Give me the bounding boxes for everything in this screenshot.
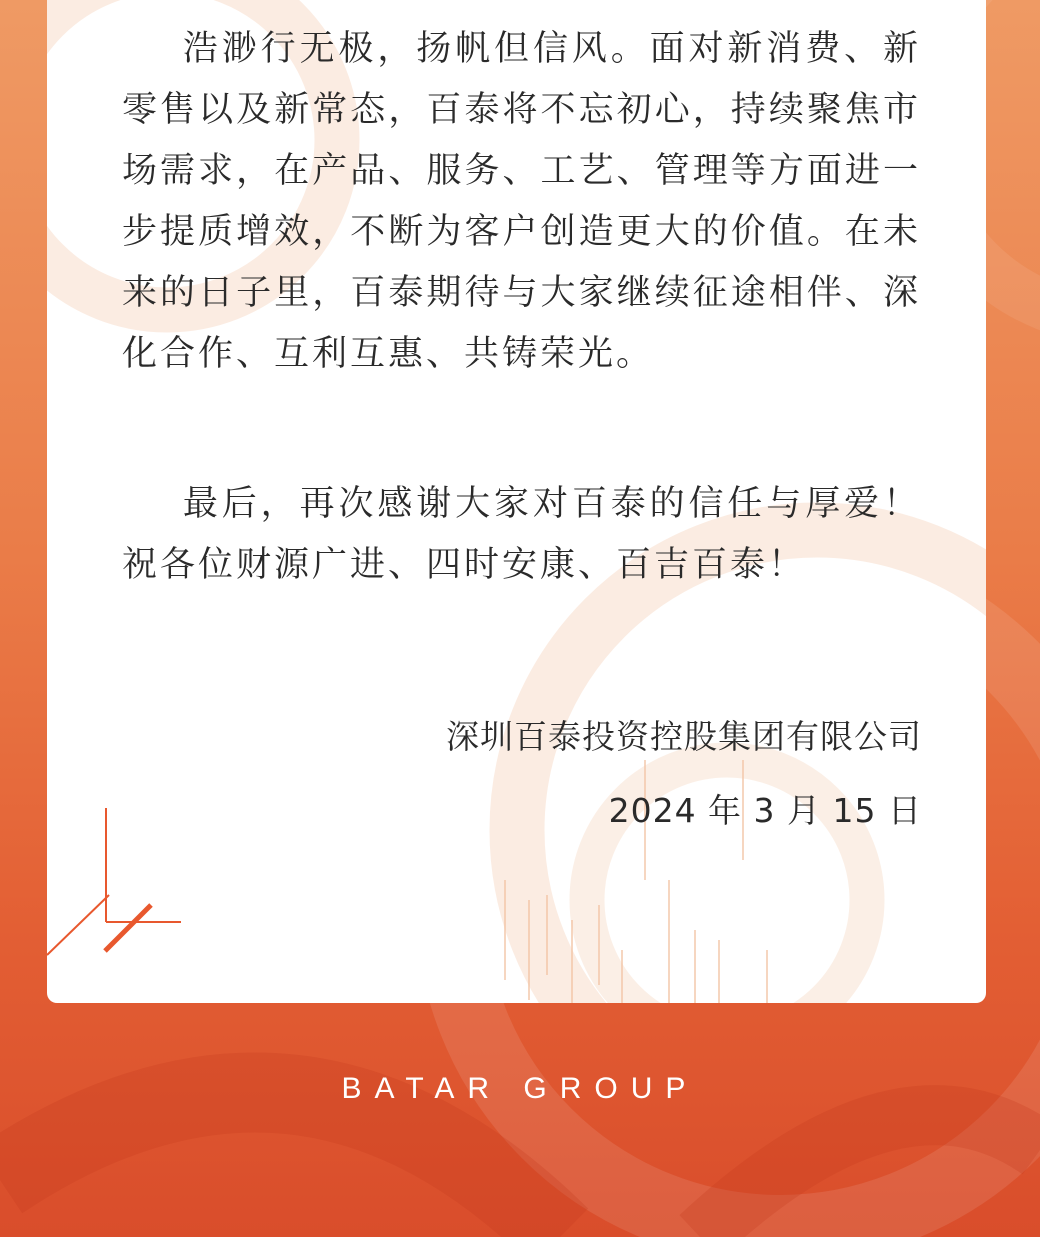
letter-card (47, 0, 986, 1003)
paragraph-2-text: 最后，再次感谢大家对百泰的信任与厚爱！祝各位财源广进、四时安康、百吉百泰！ (122, 484, 921, 585)
paragraph-1-text: 浩渺行无极，扬帆但信风。面对新消费、新零售以及新常态，百泰将不忘初心，持续聚焦市场需求，在产品、服务、工艺、管理等方面进一步提质增效，不断为客户创造更大的价值。在未来的日子里，百泰期待与大家继续征途相伴、深化合作、互利互惠、共铸荣光。 (122, 29, 921, 374)
signature-date: 2024 年 3 月 15 日 (608, 791, 922, 830)
letter-paragraph-2 (122, 474, 921, 596)
footer-brand: BATAR GROUP (341, 1072, 699, 1105)
signature-company: 深圳百泰投资控股集团有限公司 (446, 717, 922, 756)
letter-paragraph-1 (122, 19, 921, 385)
